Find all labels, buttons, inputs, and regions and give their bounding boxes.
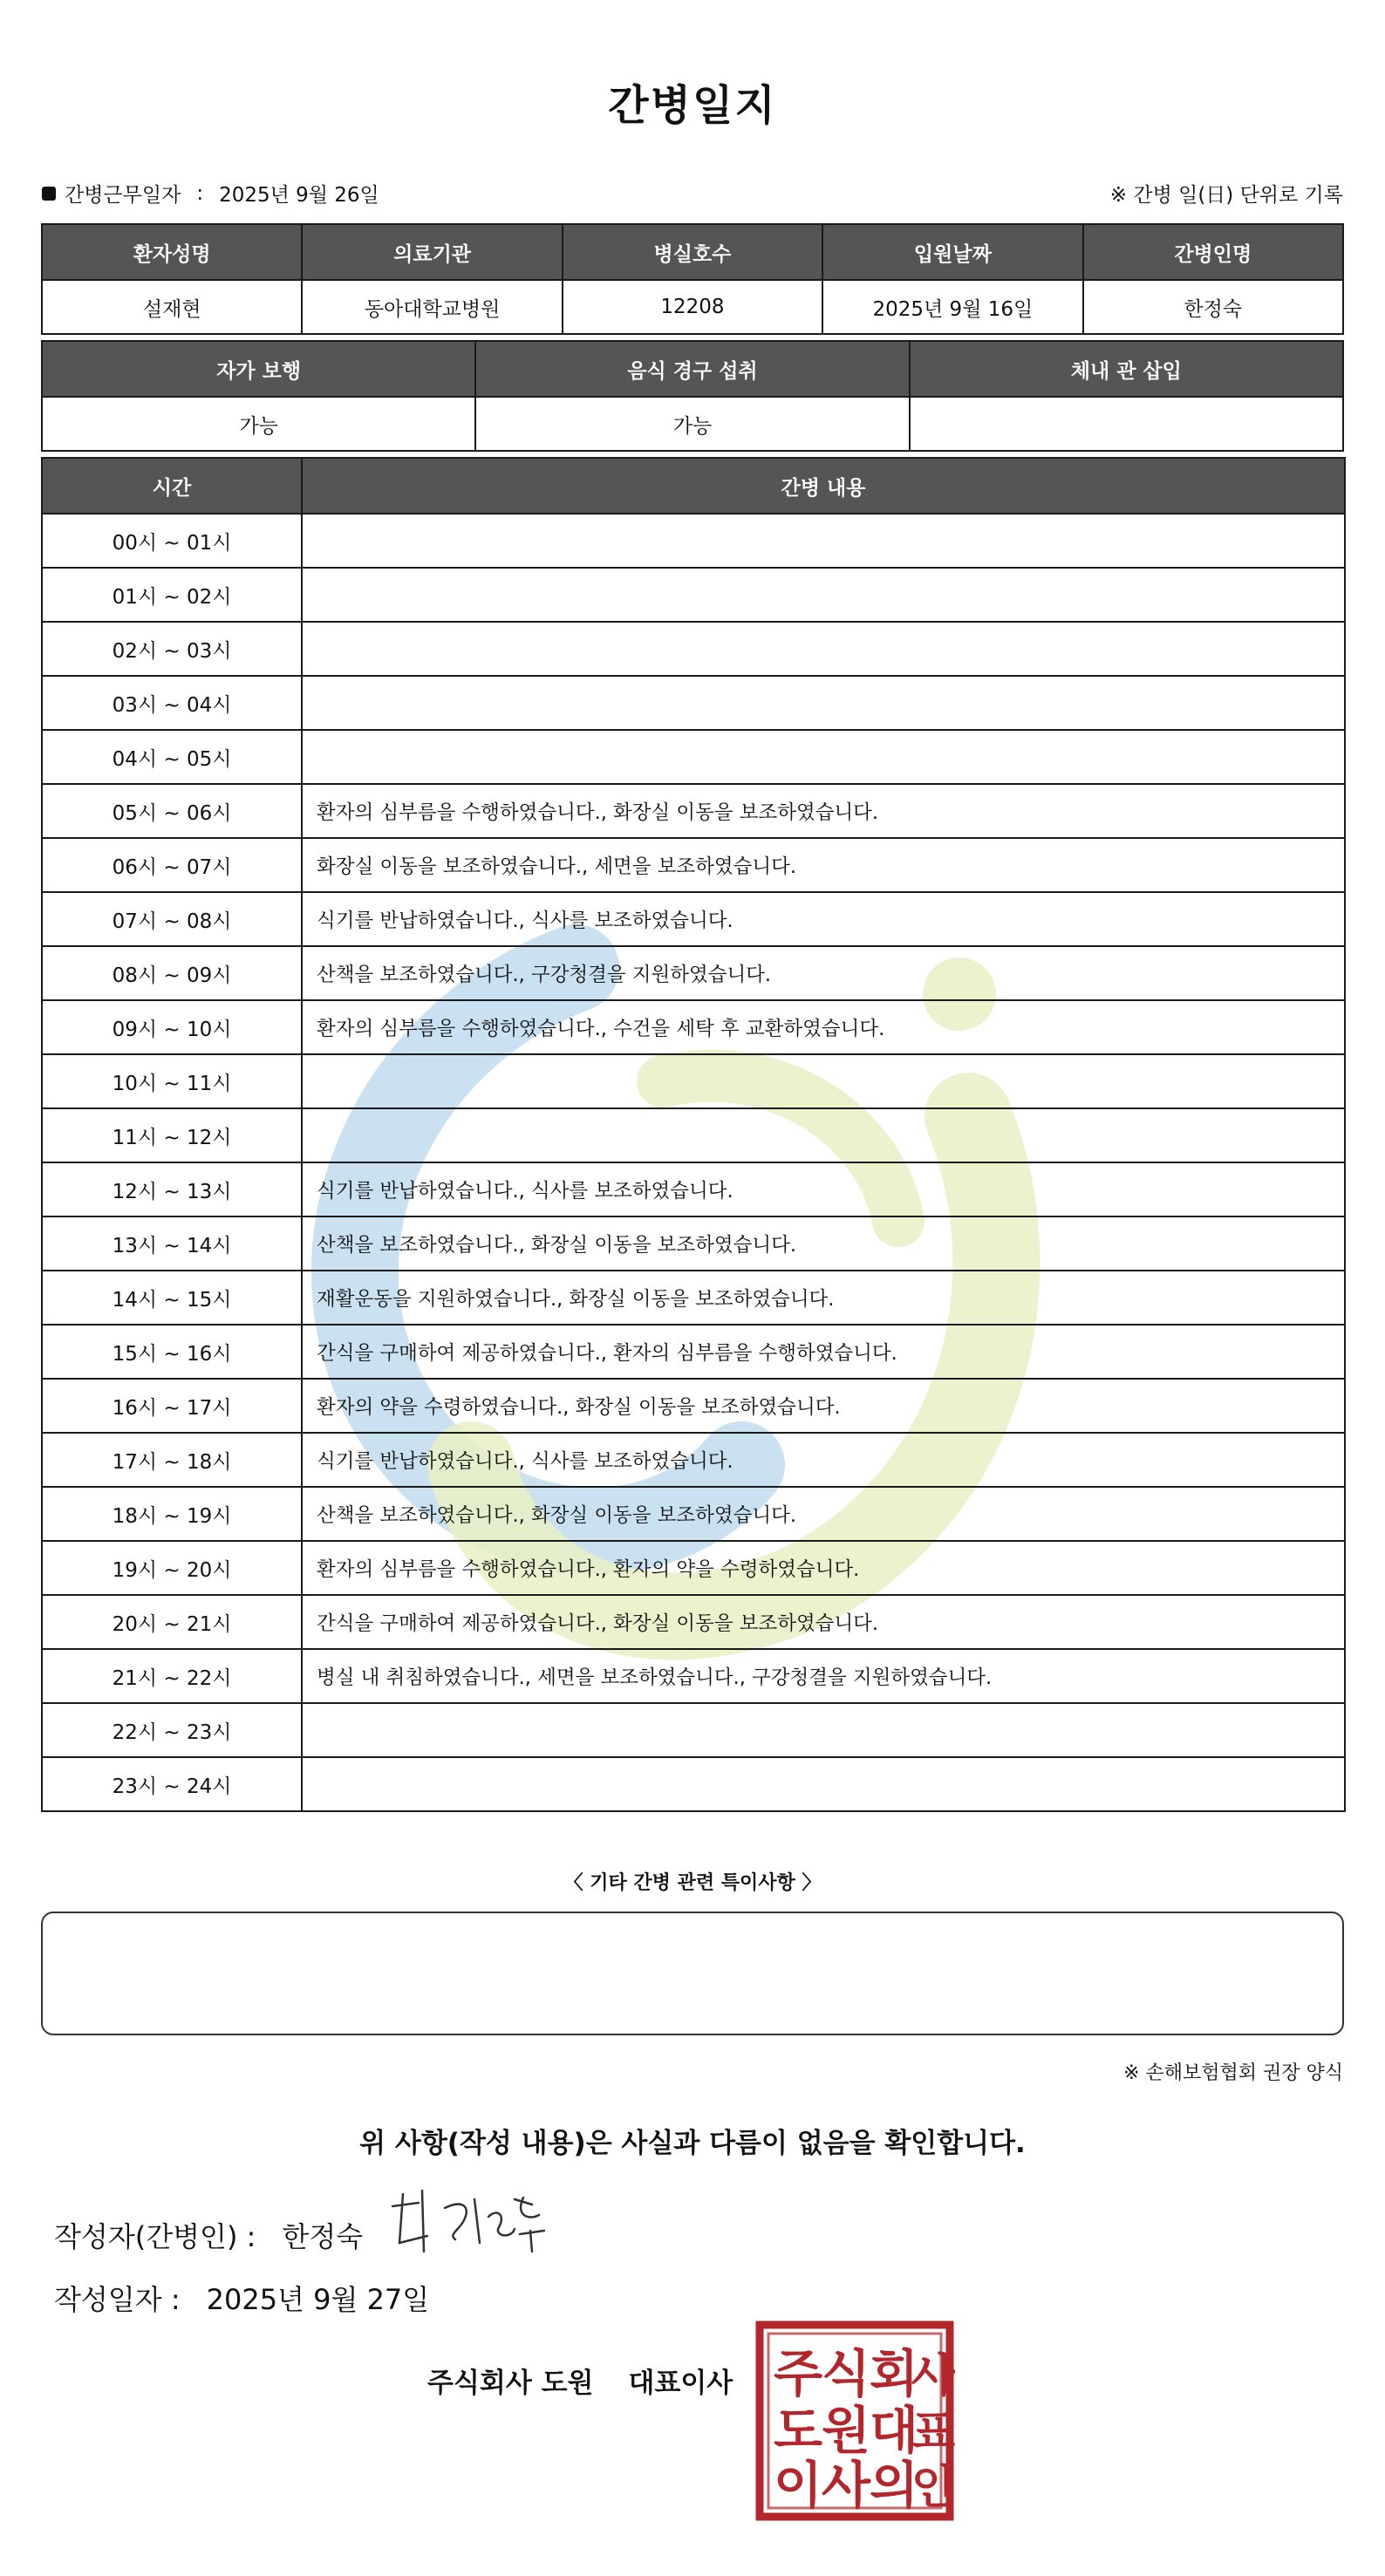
- time-cell: 18시 ~ 19시: [42, 1487, 302, 1541]
- svg-text:사: 사: [821, 2456, 871, 2515]
- care-content-cell: 식기를 반납하였습니다., 식사를 보조하였습니다.: [302, 1433, 1345, 1487]
- svg-text:대: 대: [869, 2401, 919, 2460]
- work-date-line: [42, 179, 379, 208]
- time-cell: 19시 ~ 20시: [42, 1541, 302, 1595]
- care-content-cell: [302, 676, 1345, 730]
- table-row: [42, 622, 1345, 676]
- admission-date: 2025년 9월 16일: [822, 280, 1082, 334]
- header-hospital: 의료기관: [302, 224, 562, 280]
- time-cell: 00시 ~ 01시: [42, 514, 302, 568]
- table-row: [42, 1162, 1345, 1216]
- table-row: [42, 1325, 1345, 1379]
- time-cell: 20시 ~ 21시: [42, 1595, 302, 1649]
- care-content-cell: 식기를 반납하였습니다., 식사를 보조하였습니다.: [302, 1162, 1345, 1216]
- care-content-cell: 산책을 보조하였습니다., 화장실 이동을 보조하였습니다.: [302, 1216, 1345, 1271]
- table-row: [42, 1271, 1345, 1325]
- table-row: [42, 1757, 1345, 1811]
- care-content-cell: 간식을 구매하여 제공하였습니다., 환자의 심부름을 수행하였습니다.: [302, 1325, 1345, 1379]
- header-self-walking: 자가 보행: [42, 341, 475, 397]
- care-content-cell: 환자의 심부름을 수행하였습니다., 화장실 이동을 보조하였습니다.: [302, 784, 1345, 838]
- confirmation-statement: 위 사항(작성 내용)은 사실과 다름이 없음을 확인합니다.: [359, 2128, 1026, 2159]
- header-room-number: 병실호수: [563, 224, 822, 280]
- time-cell: 06시 ~ 07시: [42, 838, 302, 892]
- room-number: 12208: [563, 280, 822, 334]
- care-log-table: [41, 457, 1346, 1812]
- writer-name: 한정숙: [282, 2220, 364, 2253]
- care-content-cell: [302, 730, 1345, 784]
- time-cell: 22시 ~ 23시: [42, 1703, 302, 1757]
- time-cell: 21시 ~ 22시: [42, 1649, 302, 1703]
- header-time: 시간: [42, 458, 302, 514]
- table-row: [42, 568, 1345, 622]
- table-row: [42, 1487, 1345, 1541]
- svg-text:회: 회: [869, 2344, 919, 2403]
- time-cell: 23시 ~ 24시: [42, 1757, 302, 1811]
- care-content-cell: 화장실 이동을 보조하였습니다., 세면을 보조하였습니다.: [302, 838, 1345, 892]
- care-log-body: [42, 514, 1345, 1811]
- care-content-cell: [302, 1054, 1345, 1108]
- care-content-cell: 간식을 구매하여 제공하였습니다., 화장실 이동을 보조하였습니다.: [302, 1595, 1345, 1649]
- write-date-value: 2025년 9월 27일: [206, 2283, 430, 2316]
- table-row: [42, 1703, 1345, 1757]
- oral-intake-value: 가능: [475, 397, 909, 451]
- care-content-cell: 환자의 심부름을 수행하였습니다., 수건을 세탁 후 교환하였습니다.: [302, 1000, 1345, 1054]
- svg-text:원: 원: [821, 2401, 871, 2460]
- svg-text:인: 인: [911, 2462, 955, 2514]
- table-row: [42, 892, 1345, 946]
- bullet-square-icon: [42, 187, 56, 201]
- care-content-cell: [302, 514, 1345, 568]
- writer-line: [54, 2215, 363, 2255]
- time-cell: 03시 ~ 04시: [42, 676, 302, 730]
- self-walking-value: 가능: [42, 397, 475, 451]
- time-cell: 12시 ~ 13시: [42, 1162, 302, 1216]
- company-seal-stamp: [754, 2320, 955, 2522]
- header-patient-name: 환자성명: [42, 224, 302, 280]
- care-content-cell: 산책을 보조하였습니다., 화장실 이동을 보조하였습니다.: [302, 1487, 1345, 1541]
- table-row: [42, 1000, 1345, 1054]
- notes-title: 〈 기타 간병 관련 특이사항 〉: [563, 1872, 822, 1894]
- time-cell: 09시 ~ 10시: [42, 1000, 302, 1054]
- patient-status-table: [41, 340, 1344, 452]
- time-cell: 15시 ~ 16시: [42, 1325, 302, 1379]
- caregiver-name: 한정숙: [1083, 280, 1343, 334]
- time-cell: 14시 ~ 15시: [42, 1271, 302, 1325]
- time-cell: 05시 ~ 06시: [42, 784, 302, 838]
- table-row: [42, 1541, 1345, 1595]
- hospital-name: 동아대학교병원: [302, 280, 562, 334]
- table-row: [42, 730, 1345, 784]
- care-content-cell: [302, 1757, 1345, 1811]
- header-tube-insertion: 체내 관 삽입: [910, 341, 1343, 397]
- table-row: [42, 1595, 1345, 1649]
- write-date-line: [54, 2278, 429, 2318]
- company-line: [427, 2361, 733, 2400]
- care-content-cell: 식기를 반납하였습니다., 식사를 보조하였습니다.: [302, 892, 1345, 946]
- notes-box: [41, 1912, 1344, 2035]
- table-row: [42, 514, 1345, 568]
- table-row: [42, 1054, 1345, 1108]
- svg-text:식: 식: [821, 2344, 871, 2403]
- header-care-content: 간병 내용: [302, 458, 1345, 514]
- care-content-cell: [302, 1703, 1345, 1757]
- time-cell: 01시 ~ 02시: [42, 568, 302, 622]
- time-cell: 02시 ~ 03시: [42, 622, 302, 676]
- care-content-cell: 병실 내 취침하였습니다., 세면을 보조하였습니다., 구강청결을 지원하였습니다.: [302, 1649, 1345, 1703]
- time-cell: 13시 ~ 14시: [42, 1216, 302, 1271]
- work-date-label: 간병근무일자: [65, 184, 181, 207]
- table-row: [42, 838, 1345, 892]
- patient-info-table: [41, 223, 1344, 335]
- work-date-value: 2025년 9월 26일: [219, 184, 379, 207]
- handwritten-signature: [384, 2182, 549, 2260]
- write-date-label: 작성일자 :: [54, 2283, 181, 2316]
- care-content-cell: 산책을 보조하였습니다., 구강청결을 지원하였습니다.: [302, 946, 1345, 1000]
- table-row: [42, 784, 1345, 838]
- table-row: [42, 1379, 1345, 1433]
- care-content-cell: 환자의 약을 수령하였습니다., 화장실 이동을 보조하였습니다.: [302, 1379, 1345, 1433]
- time-cell: 17시 ~ 18시: [42, 1433, 302, 1487]
- work-date-separator: :: [196, 181, 204, 205]
- time-cell: 04시 ~ 05시: [42, 730, 302, 784]
- time-cell: 16시 ~ 17시: [42, 1379, 302, 1433]
- company-role: 대표이사: [628, 2368, 733, 2399]
- svg-text:이: 이: [773, 2456, 823, 2515]
- writer-label: 작성자(간병인) :: [54, 2220, 256, 2253]
- care-content-cell: [302, 622, 1345, 676]
- table-row: [42, 1108, 1345, 1162]
- page-title: 간병일지: [608, 81, 777, 130]
- header-oral-intake: 음식 경구 섭취: [475, 341, 909, 397]
- company-name: 주식회사 도원: [427, 2368, 594, 2399]
- table-row: [42, 1216, 1345, 1271]
- header-admission-date: 입원날짜: [822, 224, 1082, 280]
- table-row: [42, 1433, 1345, 1487]
- table-row: [42, 1649, 1345, 1703]
- table-row: [42, 946, 1345, 1000]
- svg-text:의: 의: [869, 2456, 919, 2515]
- form-source-note: ※ 손해보험협회 권장 양식: [1123, 2062, 1343, 2084]
- care-content-cell: 환자의 심부름을 수행하였습니다., 환자의 약을 수령하였습니다.: [302, 1541, 1345, 1595]
- svg-text:도: 도: [773, 2401, 823, 2460]
- care-content-cell: [302, 1108, 1345, 1162]
- svg-text:주: 주: [773, 2344, 823, 2403]
- svg-text:표: 표: [911, 2407, 955, 2459]
- header-caregiver-name: 간병인명: [1083, 224, 1343, 280]
- time-cell: 07시 ~ 08시: [42, 892, 302, 946]
- tube-insertion-value: [910, 397, 1343, 451]
- care-content-cell: 재활운동을 지원하였습니다., 화장실 이동을 보조하였습니다.: [302, 1271, 1345, 1325]
- care-content-cell: [302, 568, 1345, 622]
- time-cell: 11시 ~ 12시: [42, 1108, 302, 1162]
- table-row: [42, 676, 1345, 730]
- time-cell: 10시 ~ 11시: [42, 1054, 302, 1108]
- svg-text:사: 사: [911, 2350, 955, 2402]
- patient-name: 설재현: [42, 280, 302, 334]
- time-cell: 08시 ~ 09시: [42, 946, 302, 1000]
- unit-note: ※ 간병 일(日) 단위로 기록: [1109, 184, 1343, 207]
